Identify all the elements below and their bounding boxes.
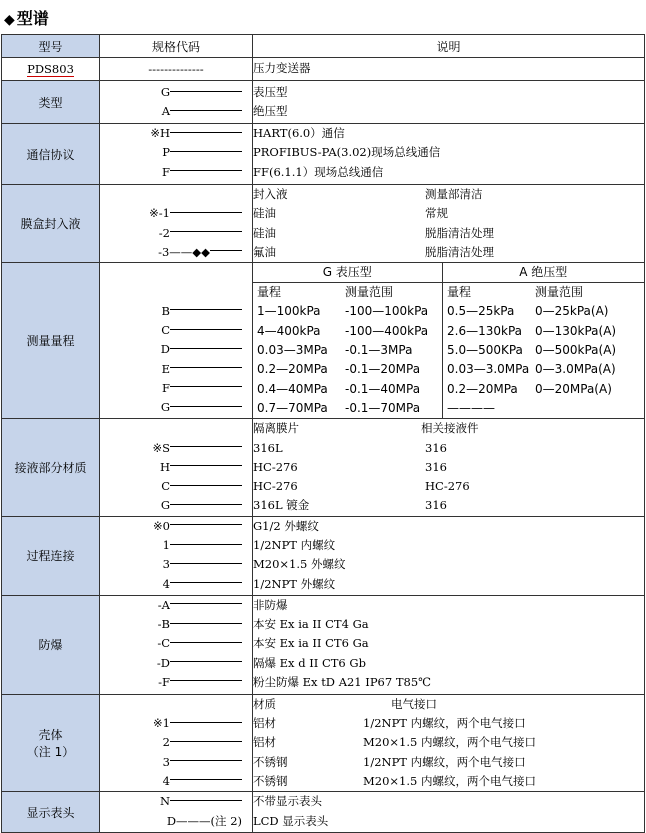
- header-row: [2, 35, 645, 58]
- code: -F: [158, 674, 170, 689]
- code: -A: [157, 597, 170, 612]
- desc2: 316: [425, 498, 447, 513]
- section-material: [2, 419, 645, 516]
- desc: 1/2NPT 内螺纹: [253, 538, 336, 553]
- page-title: [4, 6, 49, 29]
- g2: -100—400kPa: [345, 323, 429, 338]
- a2: 0—500kPa(A): [535, 343, 617, 358]
- desc: 本安 Ex ia II CT4 Ga: [253, 617, 369, 632]
- code: F: [162, 380, 170, 395]
- code: ※H: [150, 126, 170, 140]
- desc: 绝压型: [253, 104, 288, 119]
- desc: M20×1.5 外螺纹: [253, 557, 346, 572]
- code: G: [160, 498, 170, 513]
- desc: 粉尘防爆 Ex tD A21 IP67 T85℃: [253, 674, 432, 689]
- cat-type: 类型: [2, 81, 100, 124]
- code: -3——◆◆: [158, 244, 210, 259]
- header-code: 规格代码: [100, 35, 253, 58]
- code: A: [161, 104, 170, 119]
- g2: -0.1—3MPa: [345, 343, 413, 358]
- desc2: 316: [425, 459, 447, 474]
- a2: 0—3.0MPa(A): [535, 362, 616, 377]
- g2: -0.1—40MPa: [345, 381, 421, 396]
- desc2: 脱脂清洁处理: [425, 225, 494, 240]
- cat-range: 测量量程: [2, 263, 100, 419]
- cat-display: 显示表头: [2, 792, 100, 833]
- section-ex: [2, 595, 645, 694]
- desc: 不锈钢: [253, 773, 288, 788]
- fill-head2: 测量部清洁: [425, 187, 483, 201]
- code: G: [160, 85, 170, 99]
- diamond-icon: ◆: [4, 12, 15, 28]
- cat-fill: 膜盒封入液: [2, 185, 100, 263]
- g1: 1—100kPa: [257, 304, 321, 319]
- section-display: [2, 792, 645, 833]
- mat-head1: 隔离膜片: [253, 421, 299, 436]
- desc: 氟油: [253, 244, 276, 259]
- code: N: [159, 794, 170, 809]
- code: H: [159, 459, 170, 474]
- desc: 本安 Ex ia II CT6 Ga: [253, 636, 369, 651]
- model-row: [2, 58, 645, 81]
- desc: HC-276: [253, 479, 298, 494]
- desc: 硅油: [253, 225, 276, 240]
- desc: 铝材: [253, 735, 276, 750]
- a2: 0—20MPa(A): [535, 381, 612, 396]
- cat-comm: 通信协议: [2, 124, 100, 185]
- desc2: 脱脂清洁处理: [425, 244, 494, 259]
- a-col-a: 量程: [447, 285, 472, 300]
- code: 2: [162, 735, 170, 750]
- a1: ————: [447, 400, 495, 415]
- desc2: 常规: [425, 206, 448, 221]
- cat-ex: 防爆: [2, 595, 100, 694]
- desc: 316L: [253, 440, 283, 455]
- code: ※1: [153, 716, 170, 731]
- desc: 非防爆: [253, 597, 288, 612]
- header-model: 型号: [2, 35, 100, 58]
- title-text: 型谱: [16, 9, 49, 28]
- desc: 不带显示表头: [253, 794, 322, 809]
- code: ※-1: [149, 206, 170, 221]
- desc: HC-276: [253, 459, 298, 474]
- desc: 铝材: [253, 716, 276, 731]
- desc: 表压型: [253, 85, 288, 99]
- g-head: G 表压型: [322, 265, 372, 280]
- code: ※S: [152, 440, 170, 455]
- cat-material: 接液部分材质: [2, 419, 100, 516]
- code: -B: [157, 617, 170, 632]
- spec-table: [1, 34, 645, 833]
- code: -2: [158, 225, 170, 240]
- code: B: [161, 303, 170, 318]
- mat-head2: 相关接液件: [421, 421, 479, 436]
- cat-housing: 壳体: [38, 727, 63, 742]
- desc: 1/2NPT 外螺纹: [253, 576, 336, 591]
- code: G: [160, 400, 170, 415]
- desc2: M20×1.5 内螺纹，两个电气接口: [363, 773, 536, 788]
- a1: 0.03—3.0MPa: [447, 362, 530, 377]
- code: ※0: [153, 518, 170, 533]
- section-type: [2, 81, 645, 124]
- code: C: [161, 323, 170, 338]
- code: 3: [162, 557, 170, 572]
- code: 4: [162, 576, 170, 591]
- desc: PROFIBUS-PA(3.02)现场总线通信: [253, 145, 441, 160]
- code: E: [161, 361, 170, 376]
- code: 4: [162, 773, 170, 788]
- model-dashes: --------------: [100, 58, 253, 81]
- g1: 0.2—20MPa: [257, 362, 328, 377]
- g2: -0.1—20MPa: [345, 362, 421, 377]
- a2: 0—25kPa(A): [535, 304, 609, 319]
- desc: HART(6.0）通信: [253, 126, 345, 140]
- code: D: [160, 342, 170, 357]
- section-fill: [2, 185, 645, 263]
- code: 1: [162, 538, 170, 553]
- a1: 0.5—25kPa: [447, 304, 515, 319]
- housing-head2: 电气接口: [391, 696, 437, 711]
- cat-housing-note: （注 1）: [26, 744, 75, 759]
- g1: 0.03—3MPa: [257, 343, 328, 358]
- desc2: 1/2NPT 内螺纹，两个电气接口: [363, 754, 526, 769]
- a2: [535, 399, 643, 418]
- desc2: 316: [425, 440, 447, 455]
- desc2: M20×1.5 内螺纹，两个电气接口: [363, 735, 536, 750]
- desc: 硅油: [253, 206, 276, 221]
- code: F: [162, 164, 170, 179]
- code: P: [162, 145, 170, 160]
- g-col-b: 测量范围: [345, 285, 394, 300]
- a-head: A 绝压型: [442, 263, 644, 282]
- desc: 不锈钢: [253, 754, 288, 769]
- g2: -100—100kPa: [345, 304, 429, 319]
- code: -D: [156, 655, 170, 670]
- model-desc: 压力变送器: [253, 61, 311, 76]
- code: -C: [157, 636, 170, 651]
- section-comm: [2, 124, 645, 185]
- section-range: [2, 263, 645, 419]
- desc: 316L 镀金: [253, 498, 310, 513]
- code: D———(注 2): [166, 813, 242, 828]
- a1: 2.6—130kPa: [447, 323, 522, 338]
- desc: LCD 显示表头: [253, 813, 329, 828]
- g1: 0.4—40MPa: [257, 381, 328, 396]
- a1: 5.0—500KPa: [447, 343, 523, 358]
- code: 3: [162, 754, 170, 769]
- section-process: [2, 516, 645, 595]
- g2: -0.1—70MPa: [345, 400, 421, 415]
- desc: G1/2 外螺纹: [253, 518, 319, 533]
- desc2: HC-276: [425, 479, 470, 494]
- housing-head1: 材质: [253, 696, 276, 711]
- desc2: 1/2NPT 内螺纹，两个电气接口: [363, 716, 526, 731]
- cat-process: 过程连接: [2, 516, 100, 595]
- a1: 0.2—20MPa: [447, 381, 518, 396]
- code: C: [161, 479, 170, 494]
- header-desc: 说明: [253, 35, 645, 58]
- g1: 0.7—70MPa: [257, 400, 328, 415]
- model-code: PDS803: [27, 62, 74, 76]
- section-housing: [2, 694, 645, 791]
- a2: 0—130kPa(A): [535, 323, 617, 338]
- a-col-b: 测量范围: [535, 285, 584, 300]
- fill-head1: 封入液: [253, 187, 288, 201]
- desc: FF(6.1.1）现场总线通信: [253, 164, 384, 179]
- g1: 4—400kPa: [257, 323, 321, 338]
- desc: 隔爆 Ex d II CT6 Gb: [253, 655, 366, 670]
- g-col-a: 量程: [257, 285, 282, 300]
